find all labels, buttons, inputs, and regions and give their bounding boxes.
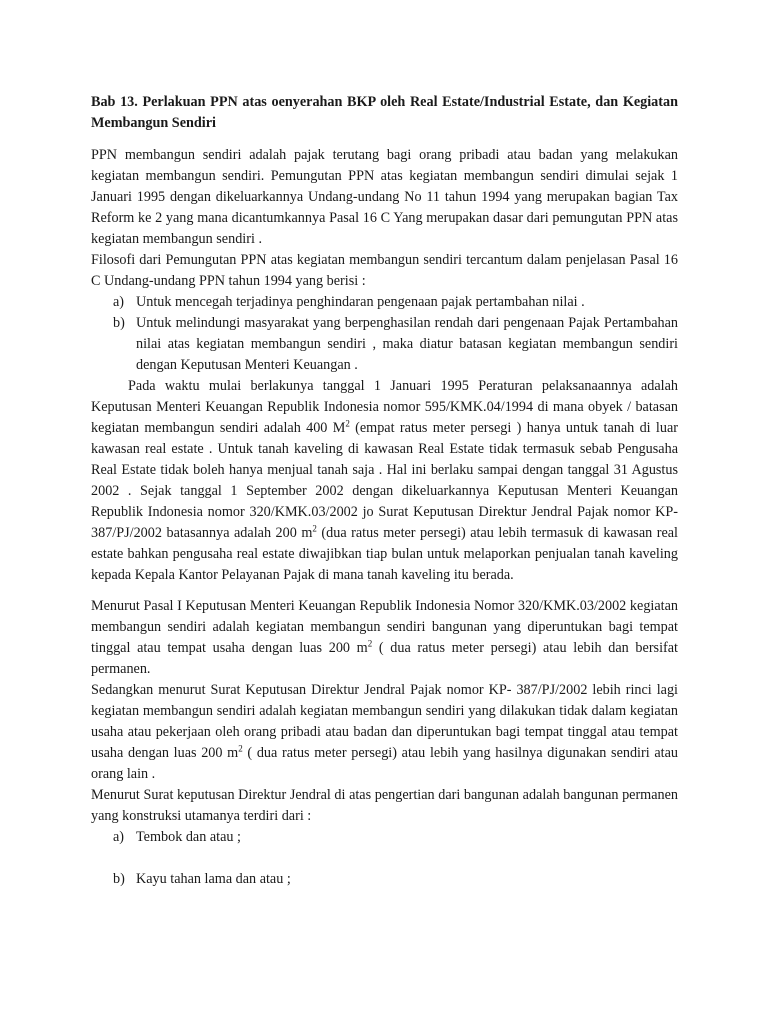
- text-segment: Sedangkan menurut Surat Keputusan Direktur Jendral Pajak nomor KP- 387/PJ/2002 lebih rinci lagi kegiatan membangun sendiri adalah kegiatan membangun sendiri yang dilakukan tidak dalam kegiatan usaha atau pekerjaan oleh orang pribadi atau badan dan diperuntukan bagi tempat tinggal atau tempat usaha dengan luas 200 m: [91, 682, 678, 761]
- text-segment: Pada waktu mulai berlakunya tanggal 1 Januari 1995 Peraturan pelaksanaannya adalah Keputusan Menteri Keuangan Republik Indonesia nomor 595/KMK.04/1994 di mana obyek / batasan kegiatan membangun sendiri adalah 400 M: [91, 378, 678, 436]
- philosophy-list: [91, 292, 678, 376]
- superscript: 2: [367, 638, 373, 649]
- superscript: 2: [238, 743, 243, 754]
- list-item-text: Untuk mencegah terjadinya penghindaran pengenaan pajak pertambahan nilai .: [136, 294, 585, 310]
- superscript: 2: [312, 523, 317, 534]
- list-item: [91, 292, 678, 313]
- text-segment: Menurut Pasal I Keputusan Menteri Keuangan Republik Indonesia Nomor 320/KMK.03/2002 kegiatan membangun sendiri adalah kegiatan membangun sendiri bangunan yang diperuntukan bagi tempat tinggal atau tempat usaha dengan luas 200 m: [91, 598, 678, 656]
- text-segment: (dua ratus meter persegi) atau lebih termasuk di kawasan real estate bahkan pengusaha real estate diwajibkan tiap bulan untuk melaporkan penjualan tanah kaveling kepada Kepala Kantor Pelayanan Pajak di mana tanah kaveling itu berada.: [91, 525, 678, 583]
- chapter-title: Bab 13. Perlakuan PPN atas oenyerahan BKP oleh Real Estate/Industrial Estate, dan Kegiatan Membangun Sendiri: [91, 94, 678, 131]
- paragraph-building-definition: Menurut Surat keputusan Direktur Jendral di atas pengertian dari bangunan adalah bangunan permanen yang konstruksi utamanya terdiri dari :: [91, 787, 678, 824]
- construction-list: [91, 827, 678, 890]
- list-marker: a): [113, 829, 125, 845]
- list-item-text: Kayu tahan lama dan atau ;: [136, 871, 291, 887]
- document-body: [91, 92, 678, 890]
- list-marker: b): [113, 871, 125, 887]
- list-marker: b): [113, 315, 125, 331]
- paragraph-dirjen-decision: [91, 680, 678, 785]
- paragraph-regulation-history: [91, 376, 678, 586]
- superscript: 2: [345, 418, 350, 429]
- paragraph-intro: PPN membangun sendiri adalah pajak terutang bagi orang pribadi atau badan yang melakukan kegiatan membangun sendiri. Pemungutan PPN atas kegiatan membangun sendiri dimulai sejak 1 Januari 1995 dengan dikeluarkannya Undang-undang No 11 tahun 1994 yang merupakan bagian Tax Reform ke 2 yang mana dicantumkannya Pasal 16 C Yang merupakan dasar dari pemungutan PPN atas kegiatan membangun sendiri .: [91, 147, 678, 247]
- list-item-text: Untuk melindungi masyarakat yang berpenghasilan rendah dari pengenaan Pajak Pertambahan nilai atas kegiatan membangun sendiri , maka diatur batasan kegiatan membangun sendiri dengan Keputusan Menteri Keuangan .: [136, 315, 678, 373]
- text-segment: ( dua ratus meter persegi) atau lebih dan bersifat permanen.: [91, 640, 678, 677]
- paragraph-pasal-i: [91, 596, 678, 680]
- list-item-text: Tembok dan atau ;: [136, 829, 241, 845]
- list-spacer: [91, 848, 678, 869]
- list-marker: a): [113, 294, 125, 310]
- list-item: [91, 827, 678, 848]
- paragraph-philosophy: Filosofi dari Pemungutan PPN atas kegiatan membangun sendiri tercantum dalam penjelasan Pasal 16 C Undang-undang PPN tahun 1994 yang berisi :: [91, 252, 678, 289]
- list-item: [91, 313, 678, 376]
- list-item: [91, 869, 678, 890]
- text-segment: (empat ratus meter persegi ) hanya untuk tanah di luar kawasan real estate . Untuk tanah kaveling di kawasan Real Estate tidak termasuk sebab Pengusaha Real Estate tidak boleh hanya menjual tanah saja . Hal ini berlaku sampai dengan tanggal 31 Agustus 2002 . Sejak tanggal 1 September 2002 dengan dikeluarkannya Keputusan Menteri Keuangan Republik Indonesia nomor 320/KMK.03/2002 jo Surat Keputusan Direktur Jendral Pajak nomor KP-387/PJ/2002 batasannya adalah 200 m: [91, 420, 678, 541]
- text-segment: ( dua ratus meter persegi) atau lebih yang hasilnya digunakan sendiri atau orang lain .: [91, 745, 678, 782]
